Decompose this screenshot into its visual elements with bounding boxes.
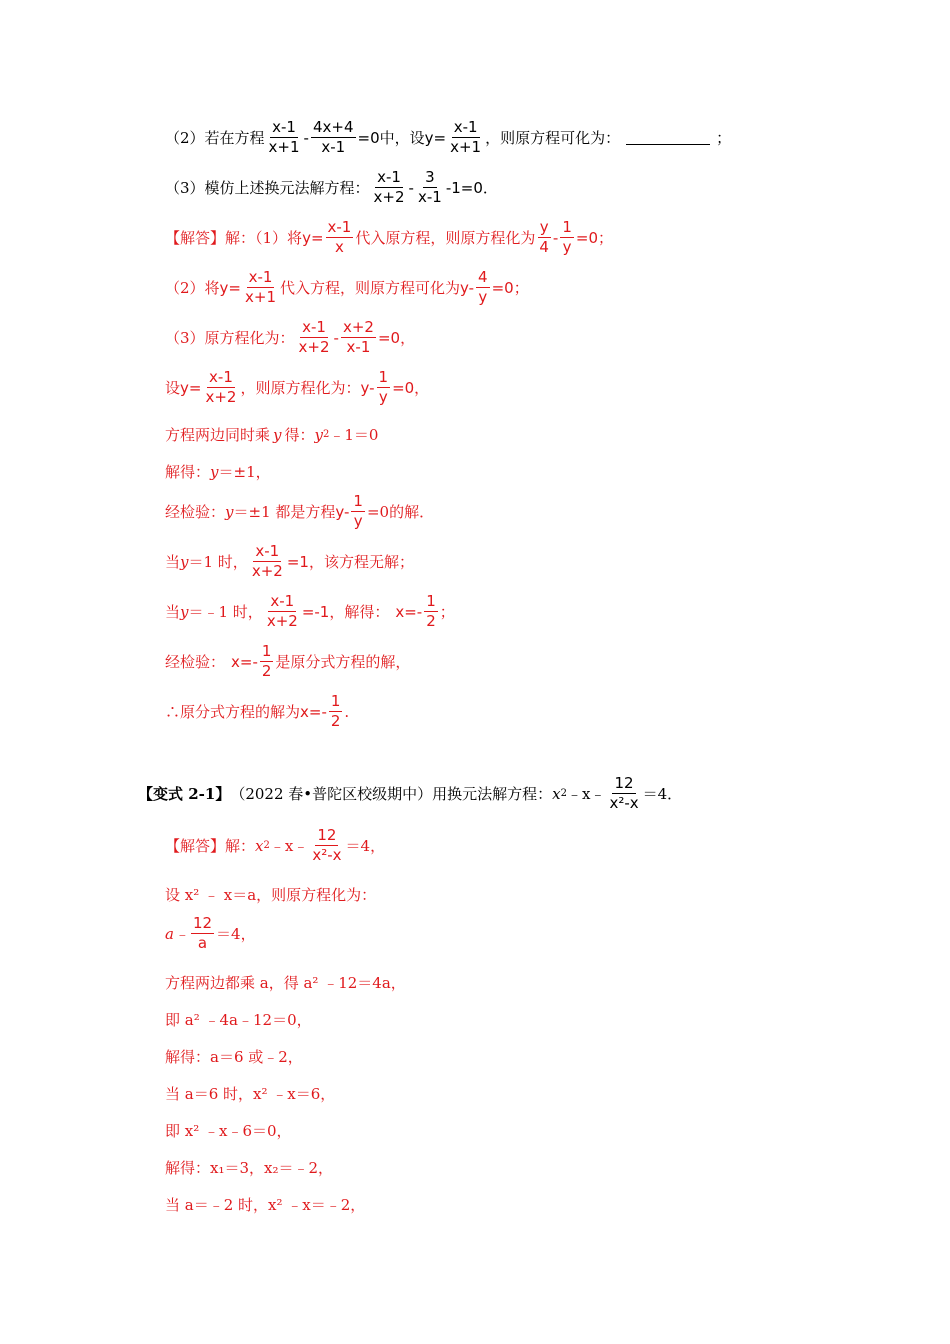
fraction: $\frac{x-1}{x+2}$ xyxy=(205,368,237,406)
answer-line-4: 设 y= $\frac{x-1}{x+2}$ ，则原方程化为： y- $\frac{1}{y}$ =0， xyxy=(165,368,430,406)
answer-line-7: 经检验： y ＝±1 都是方程 y- $\frac{1}{y}$ =0的解． xyxy=(165,492,435,530)
fraction: $\frac{1}{y}$ xyxy=(378,368,389,406)
solution-line-4: 方程两边都乘 a，得 a² ﹣12＝4a， xyxy=(165,974,406,992)
fraction: $\frac{1}{y}$ xyxy=(353,492,363,530)
solution-line-8: 即 x² ﹣x﹣6＝0， xyxy=(165,1122,292,1140)
fraction: $\frac{12}{a}$ xyxy=(192,914,213,952)
q2-lead: （2）若在方程 xyxy=(165,129,265,147)
answer-line-1: 【解答】 解：（1）将 y= $\frac{x-1}{x}$ 代入原方程，则原方程化为 $\frac{y}{4}$ - $\frac{1}{y}$ =0； xyxy=(165,218,614,256)
answer-line-5: 方程两边同时乘 y 得： y 2 ﹣1＝0 xyxy=(165,425,379,444)
question-2: （2）若在方程 $\frac{x-1}{x+1}$ - $\frac{4x+4}{x-1}$ =0 中，设 y= $\frac{x-1}{x+1}$ ，则原方程可化为： ； xyxy=(165,118,732,156)
solution-line-3: a﹣ $\frac{12}{a}$ ＝4， xyxy=(165,914,256,952)
fraction: $\frac{1}{2}$ xyxy=(330,692,341,730)
answer-line-6: 解得： y ＝±1， xyxy=(165,462,271,481)
fraction: $\frac{12}{\text{x²-x}}$ xyxy=(312,826,342,864)
fraction: $\frac{x-1}{x+2}$ xyxy=(298,318,330,356)
fraction: $\frac{x+2}{x-1}$ xyxy=(342,318,374,356)
fraction: $\frac{x-1}{x+1}$ xyxy=(245,268,276,306)
solution-line-2: 设 x² ﹣ x＝a，则原方程化为： xyxy=(165,886,377,904)
solution-line-1: 【解答】 解： x 2 ﹣x﹣ $\frac{12}{\text{x²-x}}$ ＝4， xyxy=(165,826,386,864)
variant-heading: 【变式 2-1】 （2022 春•普陀区校级期中）用换元法解方程： x 2 ﹣x﹣ $\frac{12}{\text{x²-x}}$ ＝4． xyxy=(138,774,683,812)
fraction: $\frac{1}{y}$ xyxy=(562,218,572,256)
answer-line-11: ∴原分式方程的解为 x=- $\frac{1}{2}$ . xyxy=(165,692,350,730)
fraction: $\frac{3}{x-1}$ xyxy=(417,168,442,206)
fraction: $\frac{x-1}{x+1}$ xyxy=(450,118,482,156)
fraction: $\frac{x-1}{x}$ xyxy=(327,218,352,256)
solution-line-10: 当 a＝﹣2 时，x² ﹣x＝﹣2， xyxy=(165,1196,366,1214)
solution-line-9: 解得：x₁＝3，x₂＝﹣2， xyxy=(165,1159,334,1177)
answer-line-2: （2）将 y= $\frac{x-1}{x+1}$ 代入方程，则原方程可化为 y- $\frac{4}{y}$ =0； xyxy=(165,268,529,306)
fraction: $\frac{x-1}{x+2}$ xyxy=(373,168,405,206)
fraction: $\frac{y}{4}$ xyxy=(539,218,549,256)
fraction: $\frac{12}{\text{x²-x}}$ xyxy=(609,774,639,812)
fraction: $\frac{4x+4}{x-1}$ xyxy=(312,118,354,156)
fraction: $\frac{x-1}{x+1}$ xyxy=(268,118,300,156)
variant-tag: 【变式 2-1】 xyxy=(138,785,231,803)
answer-line-10: 经检验： x=- $\frac{1}{2}$ 是原分式方程的解， xyxy=(165,642,411,680)
answer-blank xyxy=(626,130,710,145)
fraction: $\frac{x-1}{x+2}$ xyxy=(251,542,283,580)
answer-line-8: 当 y ＝1 时， $\frac{x-1}{x+2}$ =1 ，该方程无解； xyxy=(165,542,414,580)
fraction: $\frac{1}{2}$ xyxy=(426,592,436,630)
answer-tag: 【解答】 xyxy=(165,837,226,855)
answer-tag: 【解答】 xyxy=(165,229,226,247)
fraction: $\frac{4}{y}$ xyxy=(478,268,488,306)
solution-line-7: 当 a＝6 时，x² ﹣x＝6， xyxy=(165,1085,336,1103)
fraction: $\frac{1}{2}$ xyxy=(261,642,272,680)
solution-line-5: 即 a² ﹣4a﹣12＝0， xyxy=(165,1011,312,1029)
question-3: （3）模仿上述换元法解方程： $\frac{x-1}{x+2}$ - $\frac{3}{x-1}$ -1=0． xyxy=(165,168,498,206)
answer-line-9: 当 y ＝﹣1 时， $\frac{x-1}{x+2}$ =-1 ，解得： x=- $\frac{1}{2}$ ； xyxy=(165,592,455,630)
solution-line-6: 解得：a＝6 或﹣2， xyxy=(165,1048,303,1066)
fraction: $\frac{x-1}{x+2}$ xyxy=(266,592,298,630)
answer-line-3: （3）原方程化为： $\frac{x-1}{x+2}$ - $\frac{x+2}{x-1}$ =0， xyxy=(165,318,416,356)
